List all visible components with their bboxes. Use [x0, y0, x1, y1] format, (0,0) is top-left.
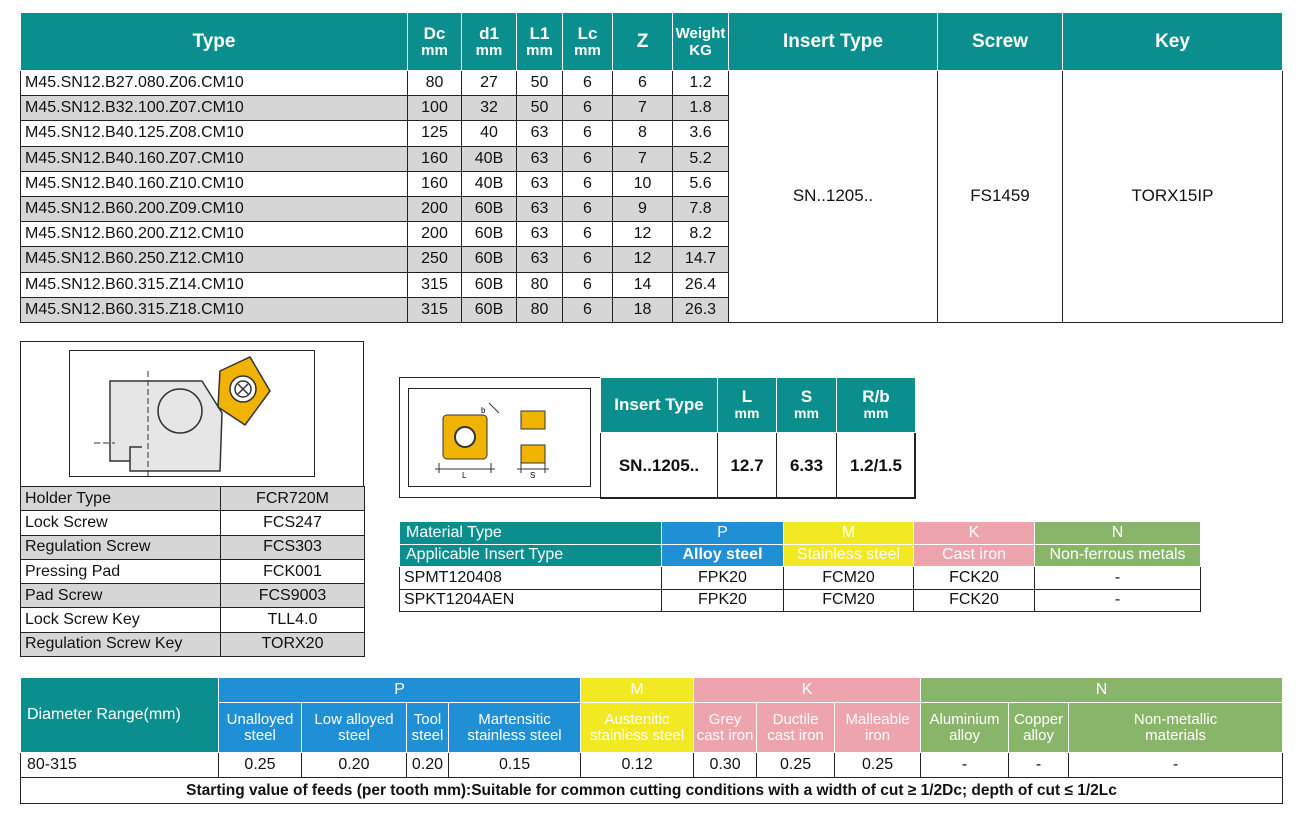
feed-subheader — [694, 703, 757, 753]
feed-subheader-line2: iron — [865, 726, 891, 744]
feed-value-row — [21, 753, 1283, 778]
grade-m: FCM20 — [784, 589, 914, 612]
feed-subheader-line1: Non-metallic — [1133, 710, 1218, 728]
grade-p: FPK20 — [662, 589, 784, 612]
feed-subheader-line2: alloy — [949, 726, 980, 744]
feed-value: 0.20 — [407, 753, 449, 778]
cell-weight: 1.2 — [673, 71, 729, 96]
product-row — [21, 71, 1283, 96]
header-lc: Lc mm — [563, 13, 613, 71]
cell-z: 7 — [613, 146, 673, 171]
cell-z: 8 — [613, 121, 673, 146]
feed-value: - — [921, 753, 1009, 778]
grade-m: FCM20 — [784, 567, 914, 590]
cell-lc: 6 — [563, 247, 613, 272]
group-p-code: P — [662, 522, 784, 545]
header-weight: Weight KG — [673, 13, 729, 71]
feed-value: 0.30 — [694, 753, 757, 778]
header-key: Key — [1063, 13, 1283, 71]
part-name: Pad Screw — [21, 584, 221, 608]
grade-n: - — [1035, 589, 1201, 612]
feed-subheader-line2: steel — [244, 726, 276, 744]
feed-value: 0.25 — [219, 753, 302, 778]
cell-weight: 26.3 — [673, 297, 729, 322]
cell-d1: 32 — [462, 96, 517, 121]
feed-subheader — [407, 703, 449, 753]
feed-subheader-line1: Malleable — [845, 710, 910, 728]
cell-weight: 7.8 — [673, 196, 729, 221]
feed-subheader-line1: Copper — [1013, 710, 1064, 728]
feed-group-p: P — [219, 678, 581, 703]
cell-lc: 6 — [563, 146, 613, 171]
cell-d1: 60B — [462, 196, 517, 221]
part-code: FCS247 — [221, 511, 365, 535]
holder-part-row — [21, 632, 365, 656]
cell-weight: 5.6 — [673, 171, 729, 196]
cell-d1: 40B — [462, 171, 517, 196]
group-n-name: Non-ferrous metals — [1035, 544, 1201, 567]
part-code: FCK001 — [221, 559, 365, 583]
feed-subheader — [219, 703, 302, 753]
insert-drawing — [409, 389, 590, 486]
feed-subheader-line1: Ductile — [772, 710, 819, 728]
holder-part-row — [21, 559, 365, 583]
feed-group-row — [21, 678, 1283, 703]
insert-dimension-row — [601, 433, 916, 499]
feed-subheader — [302, 703, 407, 753]
material-type-label: Material Type — [400, 522, 662, 545]
insert-type-value: SN..1205.. — [601, 433, 718, 499]
feed-subheader-line1: Grey — [708, 710, 742, 728]
material-table — [399, 521, 1201, 612]
cell-type: M45.SN12.B27.080.Z06.CM10 — [21, 71, 408, 96]
part-name: Lock Screw Key — [21, 608, 221, 632]
cell-z: 12 — [613, 222, 673, 247]
group-n-code: N — [1035, 522, 1201, 545]
group-m-name: Stainless steel — [784, 544, 914, 567]
material-code-row — [400, 522, 1201, 545]
header-d1: d1 mm — [462, 13, 517, 71]
diameter-range-value: 80-315 — [21, 753, 219, 778]
cell-l1: 63 — [517, 146, 563, 171]
cell-weight: 5.2 — [673, 146, 729, 171]
grade-k: FCK20 — [914, 589, 1035, 612]
holder-diagram-box — [20, 341, 364, 487]
feed-subheader-line1: Austenitic — [604, 710, 670, 728]
cell-d1: 60B — [462, 297, 517, 322]
feed-subheader-line2: alloy — [1023, 726, 1054, 744]
header-s: S mm — [777, 378, 837, 433]
feed-subheader-line2: cast iron — [767, 726, 824, 744]
cell-d1: 40B — [462, 146, 517, 171]
cell-l1: 63 — [517, 196, 563, 221]
insert-dimension-table — [600, 377, 916, 499]
part-code: FCS303 — [221, 535, 365, 559]
cell-d1: 60B — [462, 247, 517, 272]
feed-group-k: K — [694, 678, 921, 703]
holder-part-row — [21, 584, 365, 608]
header-insert-type: Insert Type — [729, 13, 938, 71]
cell-type: M45.SN12.B60.315.Z18.CM10 — [21, 297, 408, 322]
cell-z: 7 — [613, 96, 673, 121]
holder-part-row — [21, 487, 365, 511]
group-k-code: K — [914, 522, 1035, 545]
cell-d1: 60B — [462, 222, 517, 247]
insert-name: SPKT1204AEN — [400, 589, 662, 612]
cell-l1: 63 — [517, 121, 563, 146]
cell-lc: 6 — [563, 171, 613, 196]
material-name-row — [400, 544, 1201, 567]
holder-diagram — [69, 350, 315, 477]
cell-l1: 80 — [517, 272, 563, 297]
cell-type: M45.SN12.B40.160.Z10.CM10 — [21, 171, 408, 196]
feed-subheader — [1009, 703, 1069, 753]
feed-subheader — [921, 703, 1009, 753]
header-type: Type — [21, 13, 408, 71]
product-table — [20, 12, 1283, 323]
cell-lc: 6 — [563, 272, 613, 297]
part-name: Holder Type — [21, 487, 221, 511]
key-value: TORX15IP — [1063, 71, 1283, 323]
feed-subheader-line2: stainless steel — [589, 726, 685, 744]
grade-p: FPK20 — [662, 567, 784, 590]
cell-z: 9 — [613, 196, 673, 221]
feed-subheader-line1: Unalloyed — [226, 710, 294, 728]
feed-subheader — [449, 703, 581, 753]
cell-z: 10 — [613, 171, 673, 196]
cell-dc: 315 — [408, 272, 462, 297]
feed-value: 0.12 — [581, 753, 694, 778]
feed-subheader — [1069, 703, 1283, 753]
feed-group-n: N — [921, 678, 1283, 703]
feed-value: - — [1069, 753, 1283, 778]
l-value: 12.7 — [718, 433, 777, 499]
feed-subheader-line2: steel — [411, 726, 444, 744]
feed-subheader-line2: cast iron — [696, 726, 754, 744]
cell-dc: 200 — [408, 196, 462, 221]
cell-lc: 6 — [563, 297, 613, 322]
screw-value: FS1459 — [938, 71, 1063, 323]
feed-note: Starting value of feeds (per tooth mm):Suitable for common cutting conditions with a width of cut ≥ 1/2Dc; depth of cut ≤ 1/2Lc — [21, 778, 1283, 804]
feed-subheader-line2: materials — [1145, 726, 1206, 744]
header-l: L mm — [718, 378, 777, 433]
header-rb: R/b mm — [837, 378, 916, 433]
rb-value: 1.2/1.5 — [837, 433, 916, 499]
material-row — [400, 589, 1201, 612]
cell-dc: 315 — [408, 297, 462, 322]
holder-drawing — [70, 351, 314, 476]
cell-l1: 63 — [517, 222, 563, 247]
insert-diagram — [408, 388, 591, 487]
cell-dc: 125 — [408, 121, 462, 146]
header-z: Z — [613, 13, 673, 71]
cell-type: M45.SN12.B60.250.Z12.CM10 — [21, 247, 408, 272]
dim-label-b: b — [481, 406, 486, 415]
cell-weight: 26.4 — [673, 272, 729, 297]
material-row — [400, 567, 1201, 590]
feed-group-m: M — [581, 678, 694, 703]
cell-dc: 100 — [408, 96, 462, 121]
applicable-insert-label: Applicable Insert Type — [400, 544, 662, 567]
cell-type: M45.SN12.B40.125.Z08.CM10 — [21, 121, 408, 146]
feed-subheader-line2: steel — [338, 726, 370, 744]
header-insert-type: Insert Type — [601, 378, 718, 433]
feed-note-row — [21, 778, 1283, 804]
product-table-header — [21, 13, 1283, 71]
holder-part-row — [21, 535, 365, 559]
feed-subheader — [581, 703, 694, 753]
cell-type: M45.SN12.B32.100.Z07.CM10 — [21, 96, 408, 121]
header-l1: L1 mm — [517, 13, 563, 71]
grade-k: FCK20 — [914, 567, 1035, 590]
cell-lc: 6 — [563, 121, 613, 146]
diameter-range-label: Diameter Range(mm) — [21, 678, 219, 753]
cell-type: M45.SN12.B60.200.Z09.CM10 — [21, 196, 408, 221]
insert-type-value: SN..1205.. — [729, 71, 938, 323]
cell-lc: 6 — [563, 96, 613, 121]
feed-value: - — [1009, 753, 1069, 778]
grade-n: - — [1035, 567, 1201, 590]
cell-lc: 6 — [563, 222, 613, 247]
group-p-name: Alloy steel — [662, 544, 784, 567]
cell-d1: 40 — [462, 121, 517, 146]
part-name: Regulation Screw Key — [21, 632, 221, 656]
cell-l1: 50 — [517, 96, 563, 121]
cell-lc: 6 — [563, 71, 613, 96]
cell-z: 18 — [613, 297, 673, 322]
dim-label-l: L — [462, 471, 467, 480]
cell-weight: 1.8 — [673, 96, 729, 121]
cell-l1: 50 — [517, 71, 563, 96]
cell-d1: 60B — [462, 272, 517, 297]
cell-dc: 80 — [408, 71, 462, 96]
cell-type: M45.SN12.B60.315.Z14.CM10 — [21, 272, 408, 297]
feed-value: 0.25 — [835, 753, 921, 778]
cell-type: M45.SN12.B40.160.Z07.CM10 — [21, 146, 408, 171]
header-dc: Dc mm — [408, 13, 462, 71]
cell-lc: 6 — [563, 196, 613, 221]
cell-l1: 63 — [517, 171, 563, 196]
cell-l1: 80 — [517, 297, 563, 322]
part-name: Regulation Screw — [21, 535, 221, 559]
cell-z: 6 — [613, 71, 673, 96]
cell-dc: 160 — [408, 146, 462, 171]
holder-parts-table — [20, 486, 365, 657]
cell-dc: 250 — [408, 247, 462, 272]
cell-weight: 3.6 — [673, 121, 729, 146]
part-code: TORX20 — [221, 632, 365, 656]
cell-type: M45.SN12.B60.200.Z12.CM10 — [21, 222, 408, 247]
feed-subheader-line1: Aluminium — [929, 710, 1000, 728]
part-code: FCR720M — [221, 487, 365, 511]
feed-subheader-line1: Martensitic — [478, 710, 551, 728]
part-name: Lock Screw — [21, 511, 221, 535]
feed-value: 0.20 — [302, 753, 407, 778]
insert-name: SPMT120408 — [400, 567, 662, 590]
cell-weight: 14.7 — [673, 247, 729, 272]
cell-z: 12 — [613, 247, 673, 272]
part-code: TLL4.0 — [221, 608, 365, 632]
cell-d1: 27 — [462, 71, 517, 96]
header-screw: Screw — [938, 13, 1063, 71]
feed-subheader — [757, 703, 835, 753]
cell-dc: 160 — [408, 171, 462, 196]
feed-value: 0.25 — [757, 753, 835, 778]
group-k-name: Cast iron — [914, 544, 1035, 567]
part-name: Pressing Pad — [21, 559, 221, 583]
feed-table — [20, 677, 1283, 804]
holder-part-row — [21, 608, 365, 632]
cell-dc: 200 — [408, 222, 462, 247]
feed-subheader — [835, 703, 921, 753]
holder-part-row — [21, 511, 365, 535]
feed-subheader-line2: stainless steel — [467, 726, 562, 744]
cell-z: 14 — [613, 272, 673, 297]
group-m-code: M — [784, 522, 914, 545]
insert-dimension-header — [601, 378, 916, 433]
s-value: 6.33 — [777, 433, 837, 499]
feed-value: 0.15 — [449, 753, 581, 778]
feed-subheader-line1: Low alloyed — [314, 710, 394, 728]
dim-label-s: S — [530, 471, 536, 480]
cell-l1: 63 — [517, 247, 563, 272]
feed-subheader-line1: Tool — [413, 710, 442, 728]
part-code: FCS9003 — [221, 584, 365, 608]
cell-weight: 8.2 — [673, 222, 729, 247]
